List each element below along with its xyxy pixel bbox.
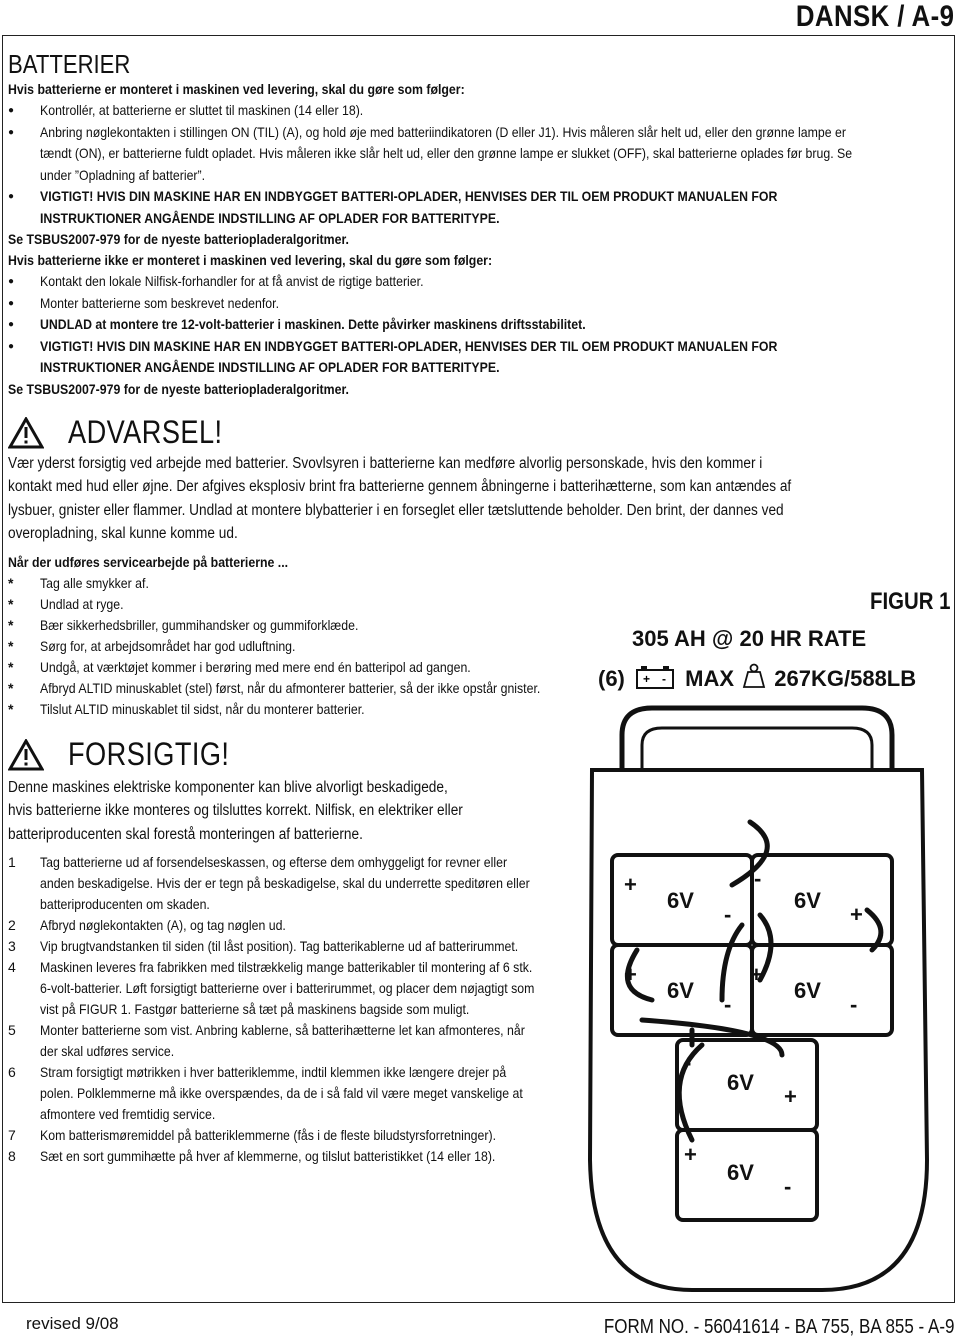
footer-form-number: FORM NO. - 56041614 - BA 755, BA 855 - A-9 <box>603 1316 954 1338</box>
section-title-batterier: BATTERIER <box>8 49 131 79</box>
step-item: 8 Sæt en sort gummihætte på hver af klemmerne, og tilslut batteristikket (14 eller 18). <box>8 1148 496 1164</box>
battery-rating: 305 AH @ 20 HR RATE <box>632 626 867 651</box>
cable <box>642 1020 782 1055</box>
step-item: 1 Tag batterierne ud af forsendelseskassen, og efterse dem omhyggeligt for revner eller anden beskadigelse. Hvis der er tegn på beskadigelse, skal du underrette speditøren eller batteriproducenten om skaden. <box>8 854 530 912</box>
svg-text:+: + <box>643 672 651 686</box>
step-item: 7 Kom batterismøremiddel på batteriklemmerne (fås i de fleste biludstyrsforretninger). <box>8 1127 497 1143</box>
terminal-plus: + <box>750 962 763 987</box>
list-item: ● Kontakt den lokale Nilfisk-forhandler for at få anvist de rigtige batterier. <box>8 271 953 293</box>
weight-label: 267KG/588LB <box>774 666 917 691</box>
terminal-minus: - <box>684 1050 692 1075</box>
list-item: ● VIGTIGT! HVIS DIN MASKINE HAR EN INDBYGGET BATTERI-OPLADER, HENVISES DER TIL OEM PRODUKT MANUALEN FOR INSTRUKTIONER ANGÅENDE INDSTILLING AF OPLADER FOR BATTERITYPE. <box>8 186 953 229</box>
service-list <box>8 573 568 720</box>
list-item: * Bær sikkerhedsbriller, gummihandsker og gummiforklæde. <box>8 616 359 633</box>
step-item: 4 Maskinen leveres fra fabrikken med tilstrækkelig mange batterikabler til montering af 6 stk. 6-volt-batterier. Løft forsigtigt batterierne over i batterirummet, og placer dem nøjagtigt som vist på FIGUR 1. Fastgør batterierne så tæt på maskinens bagside som muligt. <box>8 959 535 1017</box>
battery-4-voltage: 6V <box>794 978 821 1003</box>
terminal-minus: - <box>724 902 732 927</box>
list-item: ● UNDLAD at montere tre 12-volt-batterier i maskinen. Dette påvirker maskinens driftsstabilitet. <box>8 314 953 336</box>
terminal-plus: + <box>624 872 637 897</box>
figure-title: FIGUR 1 <box>870 588 951 615</box>
battery-2 <box>752 855 892 945</box>
battery-compartment-outline <box>590 770 927 1290</box>
battery-6-voltage: 6V <box>727 1160 754 1185</box>
terminal-minus: - <box>850 992 858 1017</box>
not-installed-heading: Hvis batterierne ikke er monteret i maskinen ved levering, skal du gøre som følger: <box>8 252 493 268</box>
footer-revised: revised 9/08 <box>26 1314 119 1333</box>
advarsel-text: Vær yderst forsigtig ved arbejde med batterier. Svovlsyren i batterierne kan medføre alvorlig personskade, hvis den kommer i kontakt med hud eller øjne. Der afgives eksplosiv brint fra batterierne gennem åbningerne i batterihætterne, som kan antændes af lysbuer, gnister eller flammer. Undlad at montere blybatterier i en forseglet eller tætsluttende beholder. Den brint, der dannes ved overopladning, skal kunne komme ud. <box>8 454 792 542</box>
step-item: 2 Afbryd nøglekontakten (A), og tag nøglen ud. <box>8 917 286 933</box>
tsb-note: Se TSBUS2007-979 for de nyeste batteriopladeralgoritmer. <box>8 380 349 397</box>
list-item: ● VIGTIGT! HVIS DIN MASKINE HAR EN INDBYGGET BATTERI-OPLADER, HENVISES DER TIL OEM PRODUKT MANUALEN FOR INSTRUKTIONER ANGÅENDE INDSTILLING AF OPLADER FOR BATTERITYPE. <box>8 336 953 379</box>
installed-heading: Hvis batterierne er monteret i maskinen ved levering, skal du gøre som følger: <box>8 81 465 97</box>
tsb-note: Se TSBUS2007-979 for de nyeste batteriopladeralgoritmer. <box>8 231 349 247</box>
battery-5-voltage: 6V <box>727 1070 754 1095</box>
terminal-plus: + <box>784 1084 797 1109</box>
warning-triangle-icon <box>8 739 44 771</box>
terminal-minus: - <box>724 992 732 1017</box>
svg-text:-: - <box>662 672 667 686</box>
forsigtig-title: FORSIGTIG! <box>68 736 230 772</box>
terminal-minus: - <box>754 866 762 891</box>
step-item: 5 Monter batterierne som vist. Anbring kablerne, så batterihætterne let kan afmonteres, når der skal udføres service. <box>8 1022 525 1059</box>
terminal-plus: + <box>624 962 637 987</box>
list-item: * Undlad at ryge. <box>8 595 124 612</box>
list-item: ● Monter batterierne som beskrevet nedenfor. <box>8 293 953 315</box>
battery-layout-diagram <box>582 700 942 1300</box>
page-header-title: DANSK / A-9 <box>795 0 954 33</box>
battery-spec-row <box>598 663 916 692</box>
forsigtig-text: Denne maskines elektriske komponenter kan blive alvorligt beskadigede, hvis batterierne ikke monteres og tilsluttes korrekt. Nilfisk, en elektriker eller batteriproducenten skal forestå monteringen af batterierne. <box>8 778 463 843</box>
battery-2-voltage: 6V <box>794 888 821 913</box>
list-item: * Tag alle smykker af. <box>8 574 149 591</box>
terminal-plus: + <box>684 1142 697 1167</box>
weight-icon <box>742 663 766 689</box>
list-item: ● Kontrollér, at batterierne er sluttet til maskinen (14 eller 18). <box>8 100 953 122</box>
tank-handle <box>622 708 892 770</box>
terminal-minus: - <box>784 1174 792 1199</box>
tank-handle-inner <box>642 728 872 770</box>
max-label: MAX <box>685 666 735 691</box>
advarsel-title: ADVARSEL! <box>68 414 223 450</box>
battery-4 <box>752 945 892 1035</box>
list-item: * Tilslut ALTID minuskablet til sidst, når du monterer batterier. <box>8 700 365 717</box>
install-steps <box>8 852 538 1167</box>
step-item: 3 Vip brugtvandstanken til siden (til låst position). Tag batterikablerne ud af batterirummet. <box>8 938 519 954</box>
list-item: * Sørg for, at arbejdsområdet har god udluftning. <box>8 637 296 654</box>
cable <box>722 925 742 1000</box>
advarsel-heading <box>8 412 953 454</box>
step-item: 6 Stram forsigtigt møtrikken i hver batteriklemme, indtil klemmen ikke længere drejer på polen. Polklemmerne må ikke overspændes, da de i så fald vil være meget vanskelige at afmontere ved fremtidig service. <box>8 1064 523 1122</box>
list-item: * Undgå, at værktøjet kommer i berøring med mere end én batteripol ad gangen. <box>8 658 471 675</box>
list-item: * Afbryd ALTID minuskablet (stel) først, når du afmonterer batterier, så der ikke opstår gnister. <box>8 679 541 696</box>
list-item: ● Anbring nøglekontakten i stillingen ON (TIL) (A), og hold øje med batteriindikatoren (D eller J1). Hvis måleren slår helt ud, eller den grønne lampe er tændt (ON), er batterierne fuldt opladet. Hvis måleren ikke slår helt ud, eller den grønne lampe er slukket (OFF), skal batterierne oplades før brug. Se under ”Opladning af batterier”. <box>8 122 953 187</box>
battery-3-voltage: 6V <box>667 978 694 1003</box>
battery-1-voltage: 6V <box>667 888 694 913</box>
battery-count: (6) <box>598 666 625 691</box>
installed-list <box>8 100 953 229</box>
not-installed-list <box>8 271 953 379</box>
battery-icon <box>635 664 675 690</box>
warning-triangle-icon <box>8 417 44 449</box>
terminal-plus: + <box>850 902 863 927</box>
service-heading: Når der udføres servicearbejde på batterierne ... <box>8 553 289 570</box>
